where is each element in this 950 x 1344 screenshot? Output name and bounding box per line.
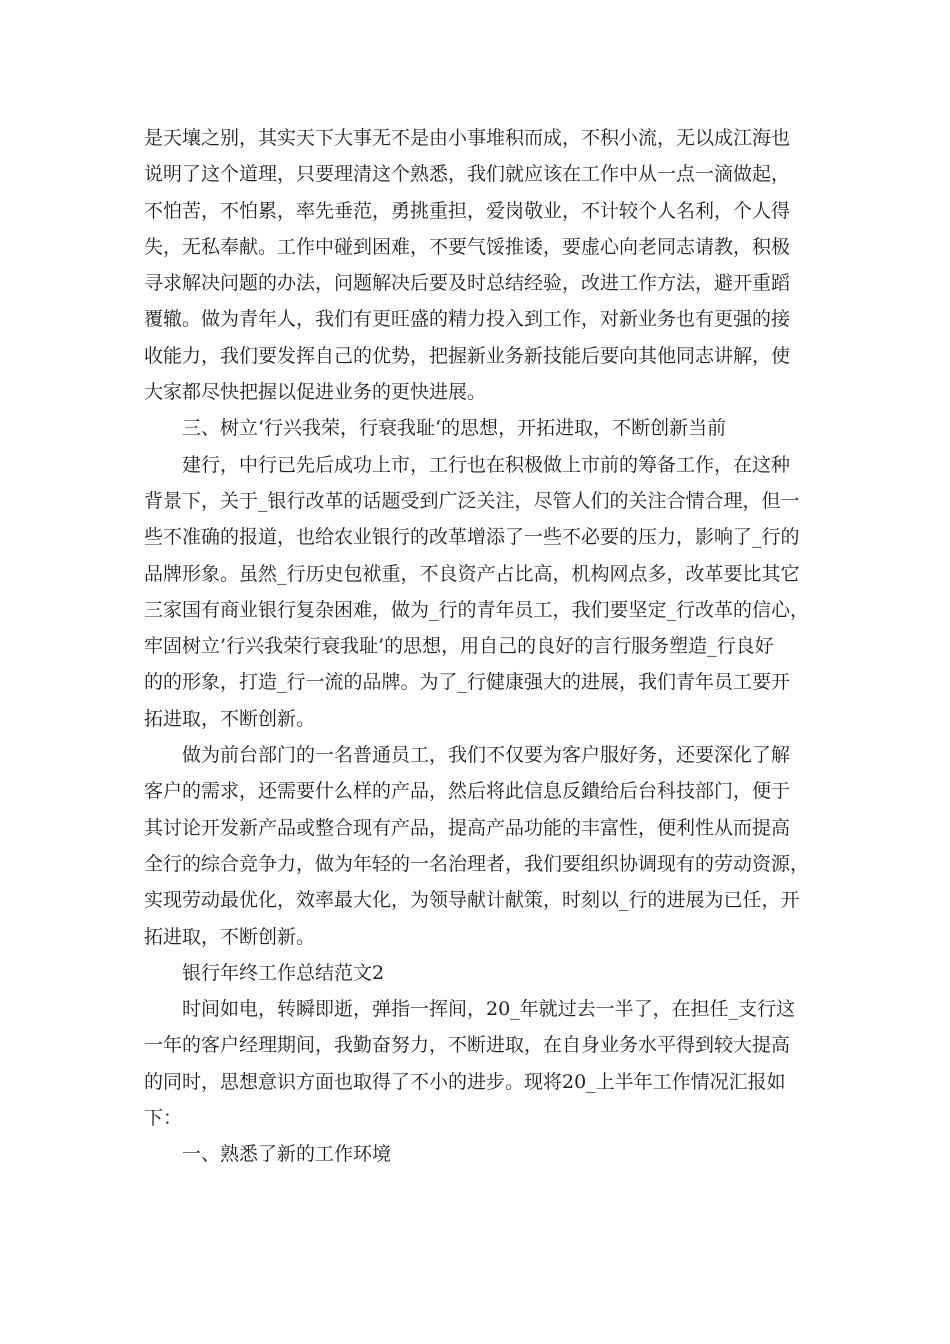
text-line: 三家国有商业银行复杂困难，做为_行的青年员工，我们要坚定_行改革的信心， [144, 598, 810, 621]
text-line: 寻求解决问题的办法，问题解决后要及时总结经验，改进工作方法，避开重蹈 [144, 272, 791, 295]
section-heading-3 [144, 410, 809, 446]
text-line: 客户的需求，还需要什么样的产品，然后将此信息反鐀给后台科技部门，便于 [144, 780, 791, 803]
text-line: 覆辙。做为青年人，我们有更旺盛的精力投入到工作，对新业务也有更强的接 [144, 308, 791, 331]
text-line: 品牌形象。虽然_行历史包袱重，不良资产占比高，机构网点多，改革要比其它 [144, 562, 800, 585]
paragraph-frontline [144, 737, 809, 955]
section-heading-1 [144, 1136, 809, 1172]
text-line: 下： [144, 1107, 183, 1130]
text-line: 不怕苦，不怕累，率先垂范，勇挑重担，爱岗敬业，不计较个人名利，个人得 [144, 199, 791, 222]
text-line: 建行，中行已先后成功上市，工行也在积极做上市前的筹备工作，在这种 [182, 453, 791, 476]
text-line: 拓进取，不断创新。 [144, 707, 316, 730]
text-line: 背景下，关于_银行改革的话题受到广泛关注，尽管人们的关注合情合理，但一 [144, 489, 800, 512]
text-line: 三、树立‘行兴我荣，行衰我耻‘的思想，开拓进取，不断创新当前 [182, 417, 727, 440]
text-line: 一年的客户经理期间，我勤奋努力，不断进取，在自身业务水平得到较大提高 [144, 1034, 791, 1057]
text-line: 的的形象，打造_行一流的品牌。为了_行健康强大的进展，我们青年员工要开 [144, 671, 791, 694]
text-line: 说明了这个道理，只要理清这个熟悉，我们就应该在工作中从一点一滴做起， [144, 163, 791, 186]
paragraph-reform [144, 447, 809, 737]
text-line: 些不准确的报道，也给农业银行的改革增添了一些不必要的压力，影响了_行的 [144, 526, 800, 549]
text-line: 失，无私奉献。工作中碰到困难，不要气馁推诿，要虚心向老同志请教，积极 [144, 235, 791, 258]
text-line: 收能力，我们要发挥自己的优势，把握新业务新技能后要向其他同志讲解，使 [144, 344, 791, 367]
text-line: 实现劳动最优化，效率最大化，为领导献计献策，时刻以_行的进展为已任，开 [144, 889, 800, 912]
text-line: 银行年终工作总结范文2 [182, 961, 385, 984]
text-line: 的同时，思想意识方面也取得了不小的进步。现将20_上半年工作情况汇报如 [144, 1070, 786, 1093]
text-line: 是天壤之别，其实天下大事无不是由小事堆积而成，不积小流，无以成江海也 [144, 127, 791, 149]
text-line: 做为前台部门的一名普通员工，我们不仅要为客户服好务，还要深化了解 [182, 744, 791, 767]
text-line: 全行的综合竞争力，做为年轻的一名治理者，我们要组织协调现有的劳动资源， [144, 852, 810, 875]
text-line: 拓进取，不断创新。 [144, 925, 316, 948]
text-line: 牢固树立’行兴我荣行衰我耻’的思想，用自己的良好的言行服务塑造_行良好 [144, 635, 774, 658]
paragraph-intro [144, 991, 809, 1136]
paragraph-continuation [144, 120, 809, 410]
text-line: 其讨论开发新产品或整合现有产品，提高产品功能的丰富性，便利性从而提高 [144, 816, 791, 839]
text-line: 大家都尽快把握以促进业务的更快进展。 [144, 381, 487, 404]
article-title [144, 955, 809, 991]
text-line: 一、熟悉了新的工作环境 [182, 1143, 392, 1166]
text-line: 时间如电，转瞬即逝，弹指一挥间，20_年就过去一半了，在担任_支行这 [182, 998, 796, 1021]
document-page [144, 120, 809, 1173]
